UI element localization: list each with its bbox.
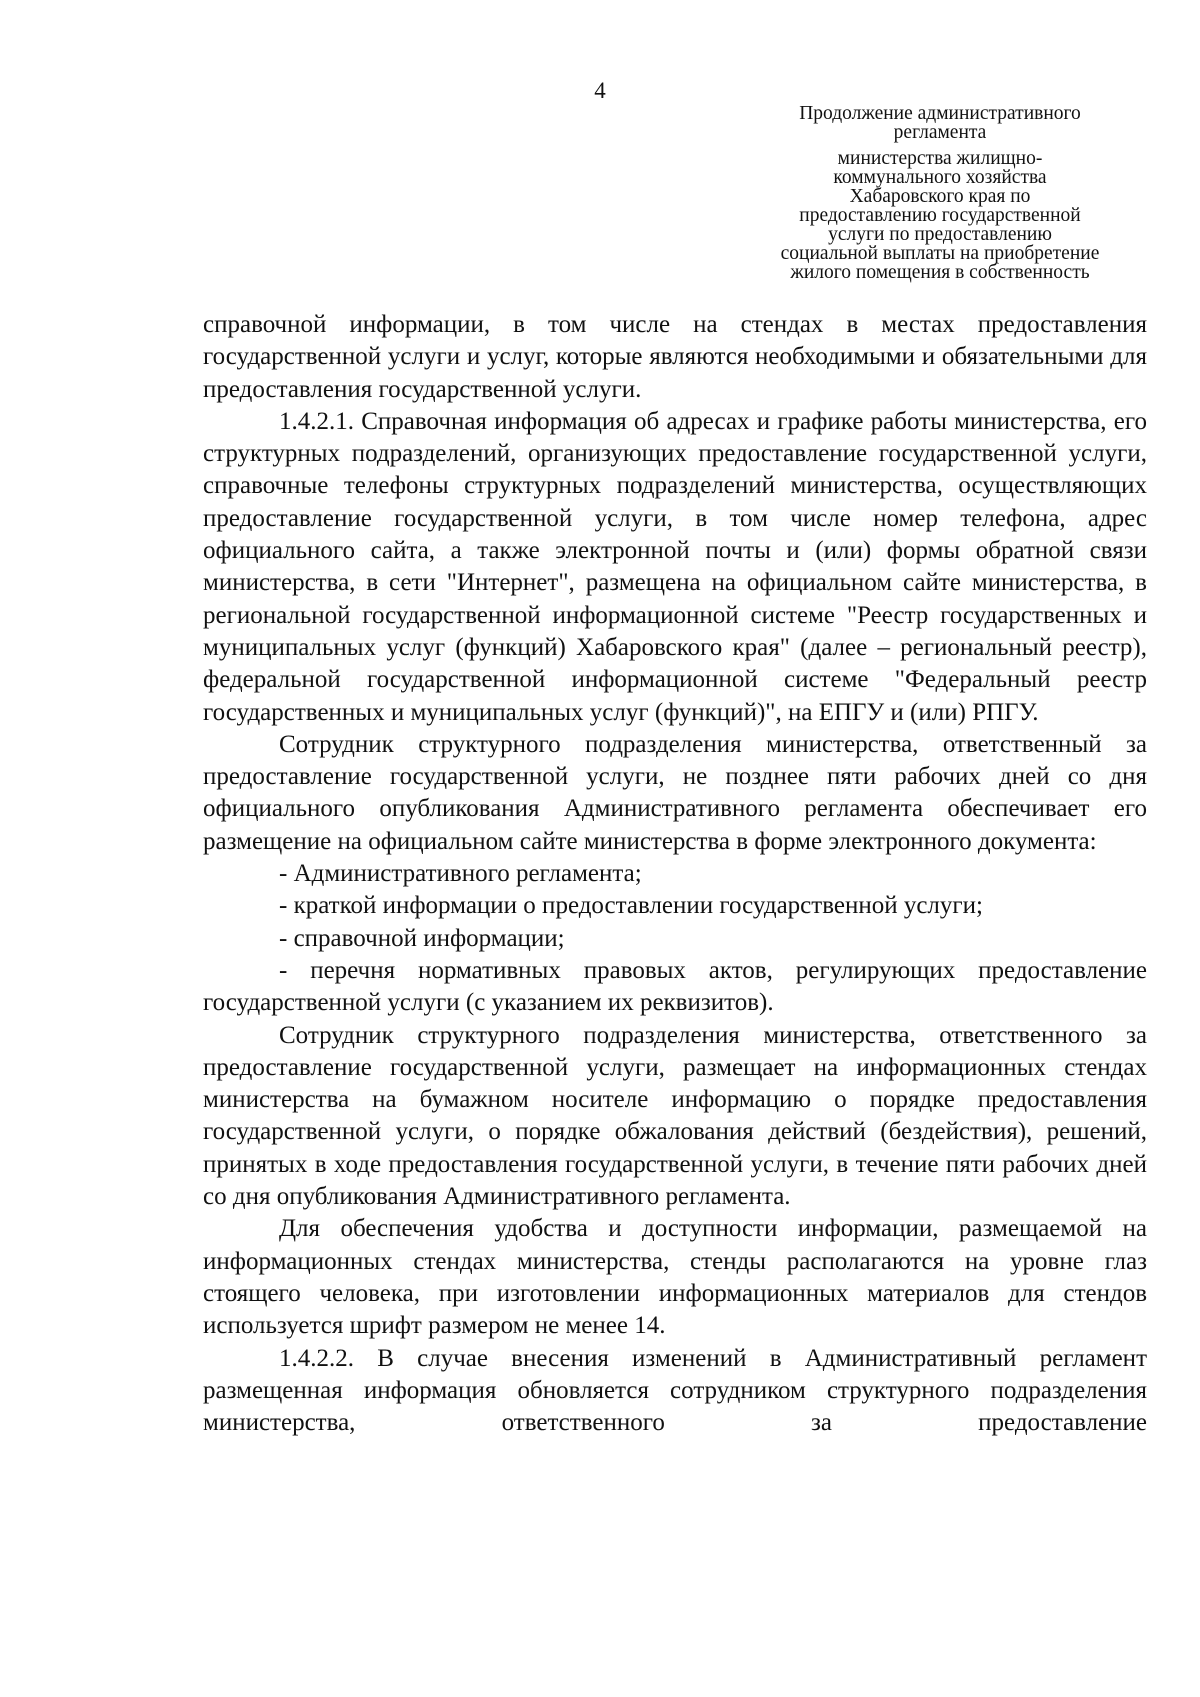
paragraph-stands-convenience: Для обеспечения удобства и доступности информации, размещаемой на информационных стендах министерства, стенды располагаются на уровне глаз стоящего человека, при изготовлении информационных материалов для стендов используется шрифт размером не менее 14. bbox=[203, 1215, 1147, 1340]
header-line: социальной выплаты на приобретение bbox=[780, 243, 1100, 264]
header-line: регламента bbox=[893, 122, 987, 143]
paragraph-1-4-2-1: 1.4.2.1. Справочная информация об адресах и графике работы министерства, его структурных подразделений, организующих предоставление государственной услуги, справочные телефоны структурных подразделений министерства, осуществляющих предоставление государственной услуги, в том числе номер телефона, адрес официального сайта, а также электронной почты и (или) формы обратной связи министерства, в сети "Интернет", размещена на официальном сайте министерства, в региональной государственной информационной системе "Реестр государственных и муниципальных услуг (функций) Хабаровского края" (далее – региональный реестр), федеральной государственной информационной системе "Федеральный реестр государственных и муниципальных услуг (функций)", на ЕПГУ и (или) РПГУ. bbox=[203, 407, 1147, 726]
header-line: жилого помещения в собственность bbox=[790, 262, 1090, 283]
header-line: Хабаровского края по bbox=[849, 186, 1031, 207]
list-item: - Административного регламента; bbox=[279, 860, 642, 888]
header-line: предоставлению государственной bbox=[799, 205, 1081, 226]
page-number: 4 bbox=[594, 78, 606, 103]
paragraph-1-4-2-2: 1.4.2.2. В случае внесения изменений в Административный регламент размещенная информация обновляется сотрудником структурного подразделения министерства, ответственного за предоставление bbox=[203, 1344, 1147, 1437]
paragraph-employee-site: Сотрудник структурного подразделения министерства, ответственный за предоставление государственной услуги, не позднее пяти рабочих дней со дня официального опубликования Административного регламента обеспечивает его размещение на официальном сайте министерства в форме электронного документа: bbox=[203, 730, 1147, 855]
document-header bbox=[730, 104, 1150, 282]
document-body bbox=[203, 309, 1147, 1439]
header-line: коммунального хозяйства bbox=[833, 167, 1047, 188]
header-line: министерства жилищно- bbox=[837, 148, 1043, 169]
paragraph-employee-stands: Сотрудник структурного подразделения министерства, ответственного за предоставление государственной услуги, размещает на информационных стендах министерства на бумажном носителе информацию о порядке предоставления государственной услуги, о порядке обжалования действий (бездействия), решений, принятых в ходе предоставления государственной услуги, в течение пяти рабочих дней со дня опубликования Административного регламента. bbox=[203, 1021, 1147, 1211]
paragraph-continuation: справочной информации, в том числе на стендах в местах предоставления государственной услуги и услуг, которые являются необходимыми и обязательными для предоставления государственной услуги. bbox=[203, 311, 1147, 403]
list-item: - справочной информации; bbox=[279, 924, 565, 952]
list-item: - краткой информации о предоставлении государственной услуги; bbox=[279, 892, 983, 920]
list-item: - перечня нормативных правовых актов, регулирующих предоставление государственной услуги (с указанием их реквизитов). bbox=[203, 956, 1147, 1017]
header-line: услуги по предоставлению bbox=[828, 224, 1052, 245]
header-line: Продолжение административного bbox=[799, 103, 1081, 124]
